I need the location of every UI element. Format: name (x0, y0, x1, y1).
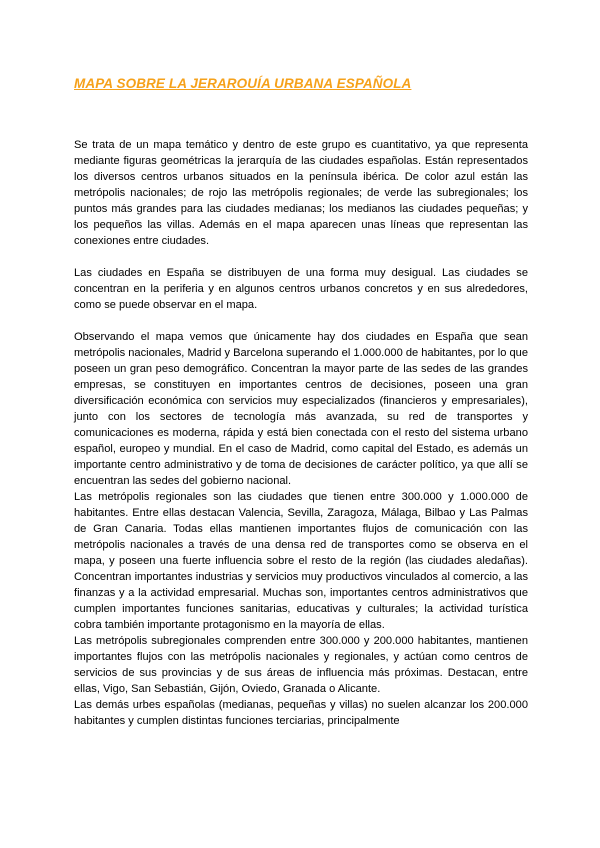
paragraph-regional-metropolises: Las metrópolis regionales son las ciudades que tienen entre 300.000 y 1.000.000 de habitantes. Entre ellas destacan Valencia, Sevilla, Zaragoza, Málaga, Bilbao y Las Palmas de Gran Canaria. Todas ellas mantienen importantes flujos de comunicación con las metrópolis nacionales a través de una densa red de transportes como se observa en el mapa, y poseen una fuerte influencia sobre el resto de la región (las ciudades aledañas). Concentran importantes industrias y servicios muy productivos vinculados al comercio, a las finanzas y a la actividad empresarial. Muchas son, importantes centros administrativos que cumplen importantes funciones sanitarias, educativas y culturales; la actividad turística cobra también importante protagonismo en la mayoría de ellas. (74, 491, 528, 631)
document-page (74, 66, 528, 729)
paragraph-subregional-metropolises: Las metrópolis subregionales comprenden entre 300.000 y 200.000 habitantes, mantienen importantes flujos con las metrópolis nacionales y regionales, y actúan como centros de servicios de sus provincias y de sus áreas de influencia más próximas. Destacan, entre ellas, Vigo, San Sebastián, Gijón, Oviedo, Granada o Alicante. (74, 635, 528, 695)
paragraph-spacer (74, 249, 528, 265)
paragraph-national-metropolises: Observando el mapa vemos que únicamente hay dos ciudades en España que sean metrópolis nacionales, Madrid y Barcelona superando el 1.000.000 de habitantes, por lo que poseen un gran peso demográfico. Concentran la mayor parte de las sedes de las grandes empresas, se constituyen en importantes centros de decisiones, poseen una gran diversificación económica con servicios muy especializados (financieros y empresariales), junto con los sectores de tecnología más avanzada, su red de transportes y comunicaciones es moderna, rápida y está bien conectada con el resto del sistema urbano español, europeo y mundial. En el caso de Madrid, como capital del Estado, es además un importante centro administrativo y de toma de decisiones de carácter político, ya que allí se encuentran las sedes del gobierno nacional. (74, 331, 528, 487)
paragraph-intro: Se trata de un mapa temático y dentro de este grupo es cuantitativo, ya que representa mediante figuras geométricas la jerarquía de las ciudades españolas. Están representados los diversos centros urbanos situados en la península ibérica. De color azul están las metrópolis nacionales; de rojo las metrópolis regionales; de verde las subregionales; los puntos más grandes para las ciudades medianas; los medianos las ciudades pequeñas; y los pequeños las villas. Además en el mapa aparecen unas líneas que representan las conexiones entre ciudades. (74, 139, 528, 247)
paragraph-other-cities: Las demás urbes españolas (medianas, pequeñas y villas) no suelen alcanzar los 200.000 habitantes y cumplen distintas funciones terciarias, principalmente (74, 699, 528, 727)
document-body (74, 137, 528, 729)
page-title: MAPA SOBRE LA JERAROUÍA URBANA ESPAÑOLA (74, 76, 412, 91)
paragraph-distribution: Las ciudades en España se distribuyen de una forma muy desigual. Las ciudades se concentran en la periferia y en algunos centros urbanos concretos y en sus alrededores, como se puede observar en el mapa. (74, 267, 528, 311)
paragraph-spacer (74, 313, 528, 329)
